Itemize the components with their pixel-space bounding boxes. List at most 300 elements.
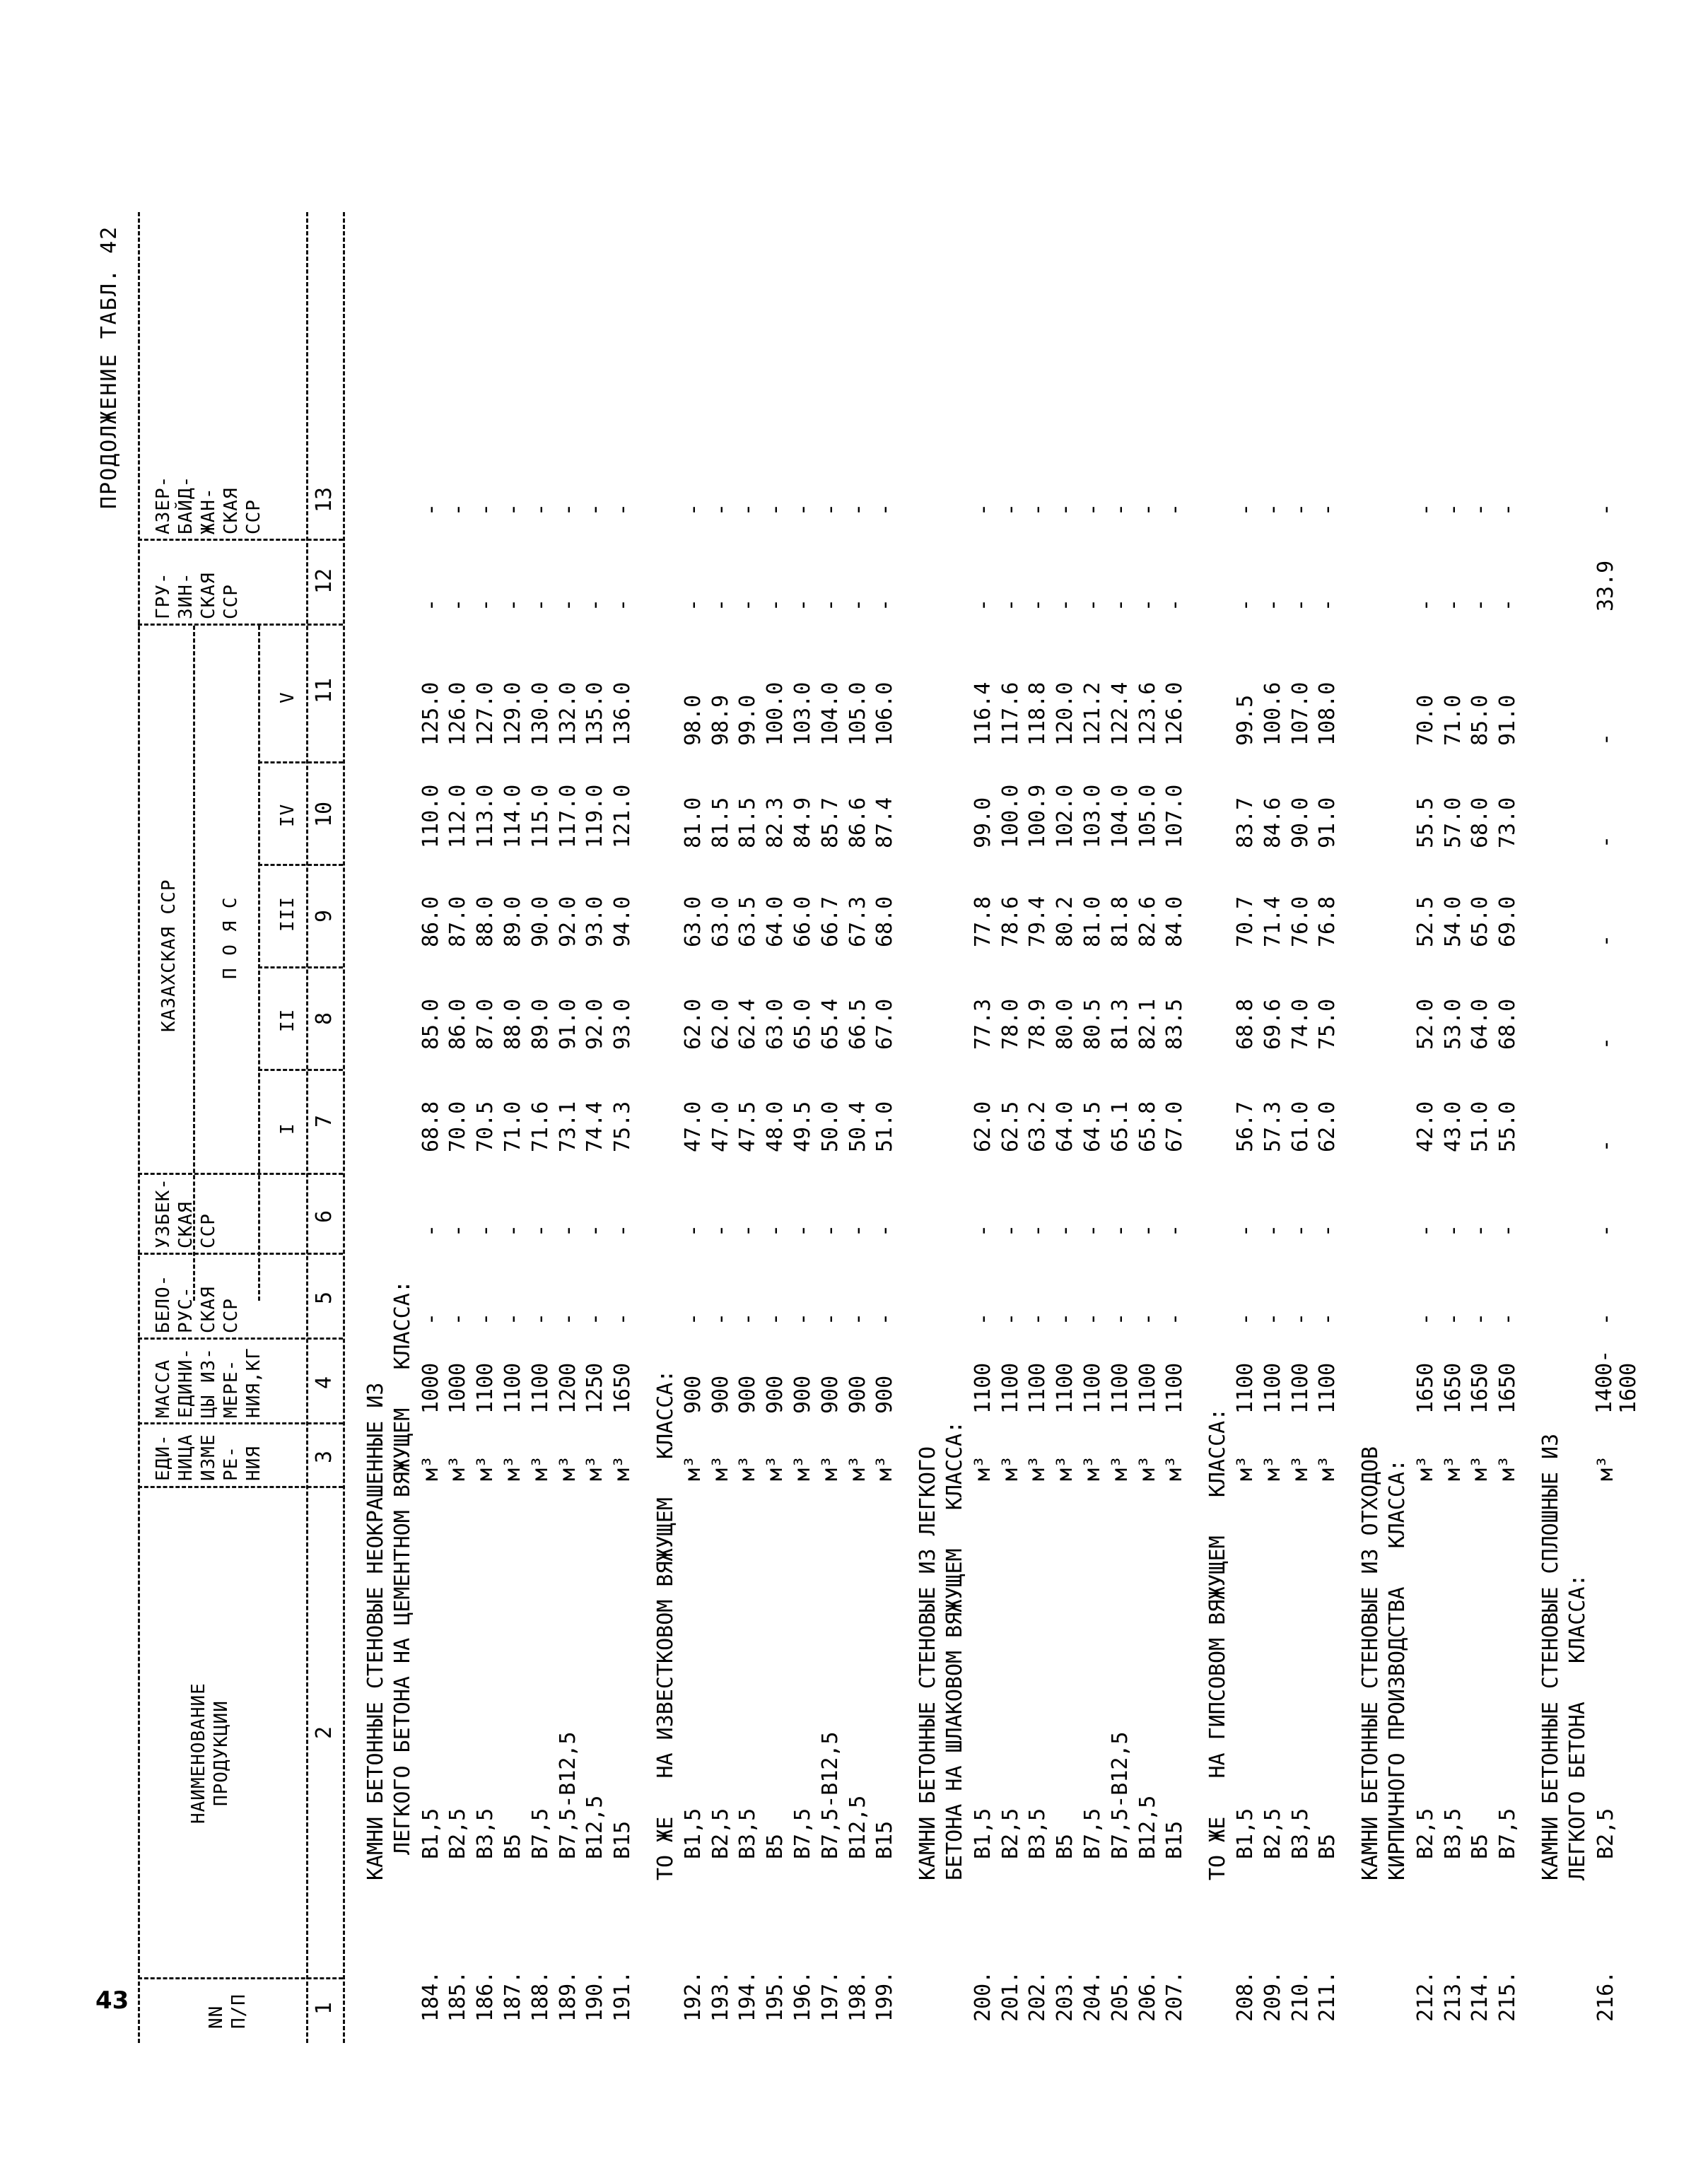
cell-value: -	[1080, 1312, 1105, 1325]
cell-value: 132.0	[555, 681, 580, 746]
cell-value: 63.0	[680, 896, 706, 947]
cell-value: -	[680, 598, 706, 611]
cell-value: 81.0	[1080, 896, 1105, 947]
row-number: 216.	[1593, 1970, 1618, 2022]
table-row	[790, 212, 817, 2043]
product-class: B12,5	[583, 1795, 608, 1859]
cell-value: 65.1	[1107, 1101, 1133, 1152]
cell-value: -	[998, 1224, 1023, 1237]
cell-value: -	[1233, 503, 1258, 516]
cell-value: -	[970, 503, 995, 516]
cell-value: 110.0	[418, 784, 443, 848]
cell-value: 62.0	[970, 1101, 995, 1152]
cell-value: -	[583, 503, 608, 516]
product-class: B7,5	[527, 1808, 553, 1859]
col-divider	[258, 1069, 343, 1071]
cell-value: -	[1287, 598, 1313, 611]
cell-value: -	[473, 1312, 498, 1325]
cell-value: 82.1	[1135, 998, 1160, 1050]
product-class: B3,5	[735, 1808, 761, 1859]
column-number: 8	[312, 1012, 337, 1025]
cell-value: -	[1260, 1224, 1285, 1237]
header-kazakhstan: КАЗАХСКАЯ ССР	[158, 879, 180, 1032]
table-row	[845, 212, 872, 2043]
row-number: 193.	[708, 1970, 733, 2022]
cell-value: -	[998, 598, 1023, 611]
cell-value: 103.0	[1080, 784, 1105, 848]
table-row	[735, 212, 761, 2043]
cell-value: 130.0	[527, 681, 553, 746]
table-row	[680, 212, 707, 2043]
cell-value: 75.3	[610, 1101, 636, 1152]
cell-value: -	[1053, 598, 1078, 611]
cell-value: 62.0	[1315, 1101, 1340, 1152]
rotated-table	[97, 212, 1641, 2043]
header-zone-2: II	[277, 1008, 298, 1032]
cell-value: 55.0	[1495, 1101, 1521, 1152]
cell-value: м³	[1025, 1455, 1051, 1481]
cell-value: -	[790, 503, 815, 516]
product-class: B7,5-B12,5	[1107, 1731, 1133, 1859]
cell-value: -	[708, 1224, 733, 1237]
cell-value: 105.0	[1135, 784, 1160, 848]
cell-value: 1100	[1025, 1362, 1051, 1414]
cell-value: 80.2	[1053, 896, 1078, 947]
cell-value: 52.5	[1412, 896, 1438, 947]
col-divider	[258, 761, 343, 763]
cell-value: 81.5	[735, 797, 761, 848]
cell-value: -	[735, 503, 761, 516]
cell-value: 84.6	[1260, 797, 1285, 848]
cell-value: -	[1468, 1224, 1493, 1237]
cell-value: 900	[872, 1375, 898, 1414]
cell-value: -	[1315, 1312, 1340, 1325]
cell-value: 1100	[1315, 1362, 1340, 1414]
product-class: B15	[610, 1820, 636, 1859]
cell-value: м³	[1233, 1455, 1258, 1481]
product-class: B5	[1468, 1833, 1493, 1859]
row-number: 213.	[1440, 1970, 1466, 2022]
row-number: 215.	[1495, 1970, 1521, 2022]
cell-value: -	[418, 1312, 443, 1325]
cell-value: -	[610, 503, 636, 516]
cell-value: -	[445, 503, 471, 516]
cell-value: -	[1135, 1312, 1160, 1325]
row-number: 208.	[1233, 1970, 1258, 2022]
table-row	[1260, 212, 1287, 2043]
cell-value: 66.0	[790, 896, 815, 947]
column-number: 7	[312, 1114, 337, 1128]
table-row	[1412, 212, 1439, 2043]
cell-value: 78.9	[1025, 998, 1051, 1050]
product-class: B5	[501, 1833, 525, 1859]
cell-value: 91.0	[1495, 694, 1521, 746]
cell-value: 42.0	[1412, 1101, 1438, 1152]
cell-value: 87.0	[473, 998, 498, 1050]
column-number: 10	[312, 801, 337, 827]
cell-value: 69.6	[1260, 998, 1285, 1050]
column-number: 12	[312, 568, 337, 594]
cell-value: 47.5	[735, 1101, 761, 1152]
cell-value: -	[473, 598, 498, 611]
product-class: B15	[1162, 1820, 1188, 1859]
product-class: B3,5	[1440, 1808, 1466, 1859]
cell-value: 122.4	[1107, 681, 1133, 746]
cell-value: м³	[555, 1455, 580, 1481]
cell-value: -	[1025, 503, 1051, 516]
table-row	[1467, 212, 1494, 2043]
row-number: 186.	[473, 1970, 498, 2022]
col-divider	[258, 966, 343, 968]
product-class: B2,5	[1412, 1808, 1438, 1859]
cell-value: 1400- 1600	[1591, 1350, 1641, 1414]
cell-value: -	[790, 1312, 815, 1325]
table-row	[1494, 212, 1521, 2043]
cell-value: м³	[817, 1455, 843, 1481]
table-row	[1107, 212, 1134, 2043]
cell-value: м³	[1162, 1455, 1188, 1481]
cell-value: -	[610, 598, 636, 611]
column-number: 11	[312, 677, 337, 703]
table-top-rule	[138, 212, 140, 2043]
product-class: B1,5	[680, 1808, 706, 1859]
row-number: 203.	[1053, 1970, 1078, 2022]
cell-value: м³	[527, 1455, 553, 1481]
row-number: 187.	[501, 1970, 525, 2022]
cell-value: -	[555, 503, 580, 516]
section-title: КАМНИ БЕТОННЫЕ СТЕНОВЫЕ ИЗ ЛЕГКОГО БЕТОНА НА ШЛАКОВОМ ВЯЖУЩЕМ КЛАССА:	[916, 1420, 968, 1880]
cell-value: 100.9	[1025, 784, 1051, 848]
header-bottom-rule	[306, 212, 308, 2043]
row-number: 204.	[1080, 1970, 1105, 2022]
cell-value: -	[1440, 503, 1466, 516]
product-class: B3,5	[1287, 1808, 1313, 1859]
col-divider	[138, 1337, 343, 1340]
table-caption: ПРОДОЛЖЕНИЕ ТАБЛ. 42	[97, 225, 122, 509]
cell-value: -	[501, 503, 525, 516]
cell-value: 123.6	[1135, 681, 1160, 746]
cell-value: 71.0	[501, 1101, 525, 1152]
cell-value: 85.0	[418, 998, 443, 1050]
cell-value: 67.0	[872, 998, 898, 1050]
cell-value: -	[763, 598, 788, 611]
cell-value: 70.0	[1412, 694, 1438, 746]
cell-value: -	[445, 1312, 471, 1325]
cell-value: 71.6	[527, 1101, 553, 1152]
cell-value: 86.6	[845, 797, 870, 848]
cell-value: -	[763, 1312, 788, 1325]
row-number: 195.	[763, 1970, 788, 2022]
cell-value: 67.0	[1162, 1101, 1188, 1152]
col-divider	[138, 1486, 343, 1488]
cell-value: м³	[1593, 1455, 1618, 1481]
cell-value: 83.7	[1233, 797, 1258, 848]
cell-value: 112.0	[445, 784, 471, 848]
cell-value: м³	[445, 1455, 471, 1481]
cell-value: 102.0	[1053, 784, 1078, 848]
row-number: 209.	[1260, 1970, 1285, 2022]
product-class: B1,5	[1233, 1808, 1258, 1859]
header-zone-4: IV	[277, 803, 298, 827]
cell-value: 63.2	[1025, 1101, 1051, 1152]
cell-value: м³	[1468, 1455, 1493, 1481]
cell-value: 121.0	[610, 784, 636, 848]
table-row	[418, 212, 445, 2043]
cell-value: 87.0	[445, 896, 471, 947]
cell-value: 64.0	[1053, 1101, 1078, 1152]
column-number: 6	[312, 1210, 337, 1223]
cell-value: 84.0	[1162, 896, 1188, 947]
cell-value: 1100	[1080, 1362, 1105, 1414]
table-row	[970, 212, 997, 2043]
table-row	[817, 212, 844, 2043]
cell-value: м³	[763, 1455, 788, 1481]
cell-value: -	[583, 598, 608, 611]
cell-value: -	[555, 598, 580, 611]
cell-value: 900	[845, 1375, 870, 1414]
cell-value: 63.5	[735, 896, 761, 947]
row-number: 184.	[418, 1970, 443, 2022]
cell-value: 70.7	[1233, 896, 1258, 947]
row-number: 206.	[1135, 1970, 1160, 2022]
cell-value: 64.5	[1080, 1101, 1105, 1152]
cell-value: 1100	[1053, 1362, 1078, 1414]
cell-value: 88.0	[473, 896, 498, 947]
cell-value: -	[1412, 1224, 1438, 1237]
cell-value: -	[1053, 1224, 1078, 1237]
cell-value: 68.8	[418, 1101, 443, 1152]
cell-value: 50.0	[817, 1101, 843, 1152]
cell-value: -	[1440, 598, 1466, 611]
cell-value: 90.0	[527, 896, 553, 947]
cell-value: 33.9	[1593, 560, 1618, 611]
product-class: B7,5-B12,5	[817, 1731, 843, 1859]
table-row	[445, 212, 472, 2043]
table-row	[555, 212, 582, 2043]
row-number: 210.	[1287, 1970, 1313, 2022]
cell-value: 126.0	[1162, 681, 1188, 746]
cell-value: 52.0	[1412, 998, 1438, 1050]
cell-value: 98.9	[708, 694, 733, 746]
cell-value: 76.0	[1287, 896, 1313, 947]
cell-value: 88.0	[501, 998, 525, 1050]
cell-value: -	[1468, 1312, 1493, 1325]
cell-value: 53.0	[1440, 998, 1466, 1050]
cell-value: 78.0	[998, 998, 1023, 1050]
cell-value: 106.0	[872, 681, 898, 746]
table-row	[872, 212, 899, 2043]
cell-value: 1650	[1495, 1362, 1521, 1414]
cell-value: 68.0	[872, 896, 898, 947]
cell-value: 48.0	[763, 1101, 788, 1152]
cell-value: 93.0	[610, 998, 636, 1050]
cell-value: 108.0	[1315, 681, 1340, 746]
cell-value: 50.4	[845, 1101, 870, 1152]
cell-value: -	[1315, 503, 1340, 516]
cell-value: 77.8	[970, 896, 995, 947]
cell-value: -	[1107, 503, 1133, 516]
cell-value: 135.0	[583, 681, 608, 746]
cell-value: 900	[763, 1375, 788, 1414]
cell-value: м³	[680, 1455, 706, 1481]
cell-value: -	[998, 503, 1023, 516]
cell-value: 1650	[610, 1362, 636, 1414]
cell-value: 92.0	[583, 998, 608, 1050]
cell-value: 103.0	[790, 681, 815, 746]
cell-value: -	[1135, 1224, 1160, 1237]
cell-value: -	[735, 1312, 761, 1325]
column-number: 4	[312, 1376, 337, 1389]
cell-value: м³	[970, 1455, 995, 1481]
cell-value: -	[1593, 835, 1618, 848]
col-divider	[138, 624, 343, 626]
row-number: 212.	[1412, 1970, 1438, 2022]
cell-value: 105.0	[845, 681, 870, 746]
cell-value: -	[845, 1312, 870, 1325]
cell-value: -	[1593, 1036, 1618, 1050]
cell-value: -	[418, 598, 443, 611]
cell-value: -	[1233, 598, 1258, 611]
cell-value: 66.5	[845, 998, 870, 1050]
cell-value: -	[1053, 1312, 1078, 1325]
cell-value: -	[1260, 503, 1285, 516]
cell-value: 126.0	[445, 681, 471, 746]
cell-value: -	[1025, 598, 1051, 611]
cell-value: 68.0	[1468, 797, 1493, 848]
cell-value: 91.0	[1315, 797, 1340, 848]
row-number: 191.	[610, 1970, 636, 2022]
cell-value: -	[790, 598, 815, 611]
cell-value: 93.0	[583, 896, 608, 947]
cell-value: -	[1025, 1312, 1051, 1325]
cell-value: 81.3	[1107, 998, 1133, 1050]
cell-value: м³	[1412, 1455, 1438, 1481]
cell-value: 47.0	[708, 1101, 733, 1152]
cell-value: -	[1468, 598, 1493, 611]
cell-value: 127.0	[473, 681, 498, 746]
cell-value: 77.3	[970, 998, 995, 1050]
header-azerbaijan: АЗЕР- БАЙД- ЖАН- СКАЯ ССР	[153, 475, 264, 534]
cell-value: -	[1107, 1224, 1133, 1237]
cell-value: -	[501, 1312, 525, 1325]
cell-value: -	[845, 503, 870, 516]
cell-value: -	[473, 503, 498, 516]
cell-value: -	[473, 1224, 498, 1237]
row-number: 185.	[445, 1970, 471, 2022]
header-name: НАИМЕНОВАНИЕ ПРОДУКЦИИ	[188, 1682, 232, 1824]
cell-value: 104.0	[817, 681, 843, 746]
header-belorussia: БЕЛО- РУС- СКАЯ ССР	[153, 1274, 242, 1333]
section-title: КАМНИ БЕТОННЫЕ СТЕНОВЫЕ СПЛОШНЫЕ ИЗ ЛЕГКОГО БЕТОНА КЛАССА:	[1538, 1433, 1590, 1880]
cell-value: 81.8	[1107, 896, 1133, 947]
cell-value: 89.0	[501, 896, 525, 947]
cell-value: -	[1412, 503, 1438, 516]
cell-value: 117.6	[998, 681, 1023, 746]
cell-value: 69.0	[1495, 896, 1521, 947]
cell-value: -	[817, 1312, 843, 1325]
page-number: 43	[95, 1986, 129, 2015]
cell-value: -	[1593, 1224, 1618, 1237]
cell-value: -	[1412, 598, 1438, 611]
cell-value: 104.0	[1107, 784, 1133, 848]
cell-value: 100.6	[1260, 681, 1285, 746]
row-number: 192.	[680, 1970, 706, 2022]
cell-value: -	[1315, 1224, 1340, 1237]
col-divider	[138, 1253, 343, 1255]
cell-value: 121.2	[1080, 681, 1105, 746]
cell-value: 125.0	[418, 681, 443, 746]
cell-value: 1100	[473, 1362, 498, 1414]
table-row	[1287, 212, 1314, 2043]
cell-value: -	[970, 1224, 995, 1237]
cell-value: 61.0	[1287, 1101, 1313, 1152]
cell-value: -	[1440, 1224, 1466, 1237]
cell-value: -	[445, 1224, 471, 1237]
cell-value: 1100	[1107, 1362, 1133, 1414]
cell-value: 81.5	[708, 797, 733, 848]
cell-value: 62.0	[680, 998, 706, 1050]
cell-value: 84.9	[790, 797, 815, 848]
cell-value: 900	[817, 1375, 843, 1414]
cell-value: -	[1162, 1312, 1188, 1325]
header-zone-3: III	[277, 896, 298, 932]
cell-value: -	[708, 598, 733, 611]
row-number: 202.	[1025, 1970, 1051, 2022]
header-zone-1: I	[277, 1123, 298, 1135]
row-number: 214.	[1468, 1970, 1493, 2022]
cell-value: -	[970, 1312, 995, 1325]
cell-value: -	[1107, 598, 1133, 611]
cell-value: -	[1412, 1312, 1438, 1325]
cell-value: 81.0	[680, 797, 706, 848]
cell-value: 900	[790, 1375, 815, 1414]
cell-value: 56.7	[1233, 1101, 1258, 1152]
column-number: 13	[312, 486, 337, 513]
cell-value: 62.5	[998, 1101, 1023, 1152]
header-mass: МАССА ЕДИНИ- ЦЫ ИЗ- МЕРЕ- НИЯ,КГ	[153, 1347, 264, 1418]
cell-value: 1100	[1233, 1362, 1258, 1414]
cell-value: -	[1287, 1224, 1313, 1237]
cell-value: 1200	[555, 1362, 580, 1414]
col-divider	[138, 1173, 343, 1175]
cell-value: 115.0	[527, 784, 553, 848]
cell-value: 68.8	[1233, 998, 1258, 1050]
cell-value: -	[998, 1312, 1023, 1325]
cell-value: м³	[1135, 1455, 1160, 1481]
col-divider	[138, 1977, 343, 1979]
section-title: ТО ЖЕ НА ГИПСОВОМ ВЯЖУЩЕМ КЛАССА:	[1205, 1407, 1231, 1880]
cell-value: 1650	[1412, 1362, 1438, 1414]
cell-value: -	[1135, 598, 1160, 611]
cell-value: -	[1495, 1312, 1521, 1325]
cell-value: -	[1593, 1139, 1618, 1152]
cell-value: -	[1260, 1312, 1285, 1325]
row-number: 188.	[527, 1970, 553, 2022]
cell-value: 80.0	[1053, 998, 1078, 1050]
cell-value: -	[418, 503, 443, 516]
cell-value: 65.0	[790, 998, 815, 1050]
cell-value: м³	[1315, 1455, 1340, 1481]
cell-value: -	[1233, 1312, 1258, 1325]
cell-value: -	[1233, 1224, 1258, 1237]
product-class: B7,5	[1080, 1808, 1105, 1859]
cell-value: -	[1162, 503, 1188, 516]
cell-value: -	[527, 1312, 553, 1325]
cell-value: 90.0	[1287, 797, 1313, 848]
header-unit: ЕДИ- НИЦА ИЗМЕ РЕ- НИЯ	[153, 1434, 264, 1481]
cell-value: 94.0	[610, 896, 636, 947]
cell-value: 117.0	[555, 784, 580, 848]
